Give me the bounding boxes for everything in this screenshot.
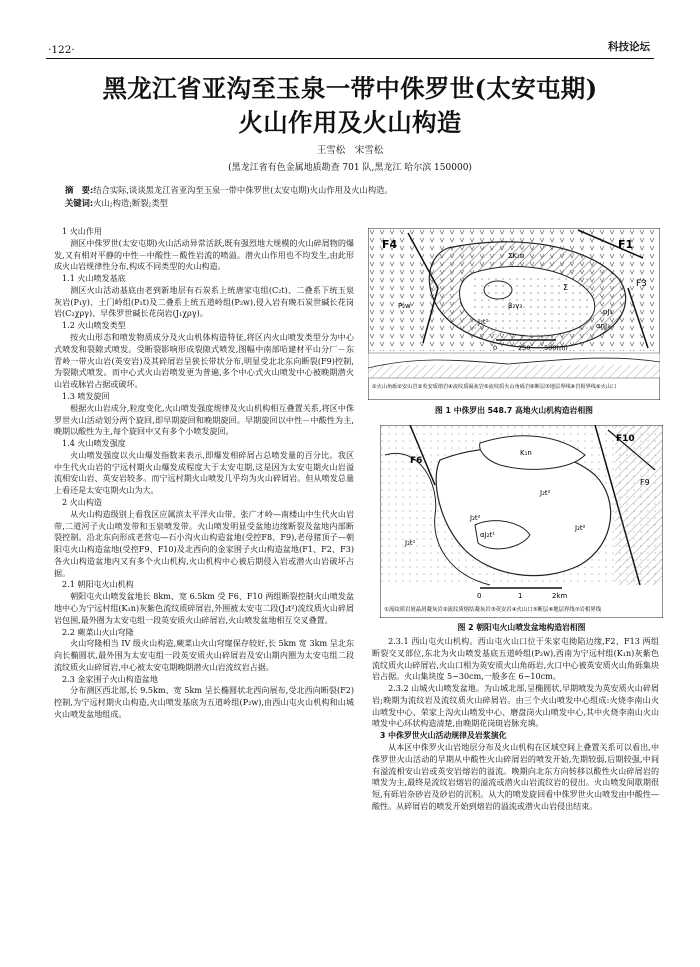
authors: 王雪松 宋雪松 xyxy=(316,145,384,156)
affiliation: (黑龙江省有色金属地质勘查 701 队,黑龙江 哈尔滨 150000) xyxy=(228,163,472,173)
fig2-label: J₂t² xyxy=(540,489,551,497)
abstract xyxy=(65,184,645,197)
fig1-label: F1 xyxy=(618,238,634,251)
fig2-east-unit xyxy=(615,425,662,585)
fig2-label: J₂t² xyxy=(470,514,481,522)
fig1-label: αηJ₃ xyxy=(596,322,610,330)
fig1-scale-tick: 0 xyxy=(493,344,498,352)
fig1-label: J₂t¹ xyxy=(478,318,489,326)
paragraph: 测区中侏罗世(太安屯期)火山活动异常活跃,既有强烈地大规模的火山碎屑物的爆发,又有相对平静的中性－中酸性－酸性岩流的喷溢。潜火山作用也不均发生,由此形成火山岩规律性分布,构成不同类型的火山构造。 xyxy=(54,238,354,272)
fig1-label: P₂w xyxy=(398,302,411,310)
article-title xyxy=(40,72,660,140)
section-heading: 1.2 火山喷发类型 xyxy=(62,321,126,331)
fig2-legend: ①流纹质岩屑晶屑凝灰岩②流纹质熔结凝灰岩③英安岩④火山口⑤断层⑥地层界线⑦岩相界线 xyxy=(384,607,602,613)
figure-1-caption: 图 1 中侏罗出 548.7 高地火山机构造岩相图 xyxy=(435,406,593,415)
fig2-label: K₁n xyxy=(520,449,532,457)
fig2-label: F10 xyxy=(616,434,635,444)
abstract-text: 结合实际,谈谈黑龙江省亚沟至玉泉一带中侏罗世(太安屯期)火山作用及火山构造。 xyxy=(93,185,393,195)
fig2-label: αJ₂t¹ xyxy=(480,531,496,539)
figure-2-caption: 图 2 朝阳屯火山喷发盆地构造岩相图 xyxy=(457,623,586,632)
abstract-block xyxy=(65,184,645,210)
fig2-label: J₂t² xyxy=(575,524,586,532)
journal-name: 科技论坛 xyxy=(608,41,650,53)
paragraph: 从火山构造级别上看我区应属滨太平洋火山带、张广才岭—南楼山中生代火山岩带,二道河子火山喷发带和玉泉喷发带。火山喷发明显受盆地边缘断裂及盆地内部断裂控制。沿北东向形成老营屯—石小沟火山构造盆地(受控F8、F9),老母猪顶子—朝阳屯火山构造盆地(受控F9、F10)及北西向的金家围子火山构造盆地(F1、F2、F3)各火山构造盆地内又有多个火山机构,火山机构中心被后期侵入岩或潜火山岩破坏占据。 xyxy=(54,509,354,578)
section-heading: 1.1 火山喷发基底 xyxy=(62,274,126,284)
paragraph: 根据火山岩成分,粒度变化,火山喷发强度规律及火山机构相互叠置关系,将区中侏罗世火山活动划分两个旋回,即早期旋回和晚期旋回。早期旋回以中性－中酸性为主,晚期以酸性为主,每个旋回中又有多个小喷发旋回。 xyxy=(54,403,354,437)
section-heading: 2.1 朝阳屯火山机构 xyxy=(62,580,134,590)
figure-2-map xyxy=(380,425,663,618)
paragraph: 火山喷发强度以火山爆发指数来表示,即爆发相碎屑占总喷发量的百分比。我区中生代火山岩的宁远村期火山爆发成程度大于太安屯期,这是因为太安屯期火山岩溢流相安山岩、英安岩较多。而宁远村期火山喷发几乎均为火山碎屑岩。但从喷发总量上看还是太安屯期火山为大。 xyxy=(54,450,354,496)
fig2-label: J₂t¹ xyxy=(405,539,416,547)
section-heading: 3 中侏罗世火山活动规律及岩浆演化 xyxy=(379,731,507,741)
section-heading: 1 火山作用 xyxy=(62,227,102,236)
paragraph: 测区火山活动基底由老到新地层有石炭系上统唐家屯组(C₂t)、二叠系下统玉泉灰岩(P₁y)、土门岭组(P₁t)及二叠系上统五道岭组(P₂w),侵入岩有晚石炭世碱长花岗岩(C₂χργ)、早侏罗世碱长花岗岩(J₁χργ)。 xyxy=(54,285,354,319)
title-line-1: 黑龙江省亚沟至玉泉一带中侏罗世(太安屯期) xyxy=(102,74,598,103)
paragraph: 2.3.2 山城火山喷发盆地。为山城北部,呈椭圆状,早期喷发为英安质火山碎屑岩;晚期为流纹岩及流纹质火山碎屑岩。由三个火山喷发中心组成:火烧李南山火山喷发中心、荣家上沟火山喷发中心、磨盘岗火山喷发中心,其中火烧李南山火山喷发中心环状构造清楚,由晚期花岗斑岩脉充填。 xyxy=(372,684,659,729)
section-heading: 2 火山构造 xyxy=(62,497,102,507)
fig1-scale-tick: 250 xyxy=(518,344,531,352)
paragraph: 分布测区西北部,长 9.5km、宽 5km 呈长椭圆状北西向展布,受北西向断裂(F2)控制,为宁远村期火山构造,火山喷发基底为五道岭组(P₂w),由西山屯火山机构和山城火山喷发盆地组成。 xyxy=(54,686,354,720)
section-heading: 1.3 喷发旋回 xyxy=(62,391,110,401)
abstract-label: 摘 要: xyxy=(65,185,94,195)
fig2-scale-tick: 1 xyxy=(518,592,523,600)
paragraph: 从本区中侏罗火山岩地层分布及火山机构在区域空间上叠置关系可以看出,中侏罗世火山活动的早期从中酸性火山碎屑岩的喷发开始,先期较弱,后期较强,中间有溢流相安山岩或英安岩熔岩的溢流。晚期向北东方向转移以酸性火山碎屑岩的喷发为主,最终是流纹岩熔岩的溢流或潜火山岩流纹岩的侵出。火山喷发间歇期很短,有砾岩杂砂岩及砂岩的沉积。从大的喷发旋回看中侏罗世火山喷发由中酸性—酸性。从碎屑岩的喷发开始到熔岩的溢流或潜火山岩侵出结束。 xyxy=(372,743,659,811)
fig2-label: F9 xyxy=(640,478,650,487)
paragraph: 火山穹隆相当 IV 级火山构造,蕨菜山火山穹窿保存较好,长 5km 宽 3km 呈北东向长椭圆状,最外围为太安屯组一段英安质火山碎屑岩及安山期内圈为太安屯组二段流纹质火山碎屑岩,中心被太安屯期晚期潜火山岩流纹岩占据。 xyxy=(54,639,354,672)
page-number: ·122· xyxy=(48,44,75,56)
title-line-2: 火山作用及火山构造 xyxy=(238,108,462,137)
fig2-scale-tick: 0 xyxy=(477,592,482,600)
fig1-legend: ①火山角砾②安山岩③英安质熔岩④流纹质凝灰岩⑤流纹质火山角砾岩⑥断层⑦地层界线⑧岩相界线⑨火山口 xyxy=(372,384,617,390)
paragraph: 朝阳屯火山喷发盆地长 8km、宽 6.5km 受 F6、F10 两组断裂控制火山喷发盆地中心为宁远村组(K₁n)灰紫色流纹质碎屑岩,外围被太安屯二段(J₂t²)流纹质火山碎屑岩包围,最外圈为太安屯组一段英安质火山碎屑岩,火山喷发盆地相互交叉叠置。 xyxy=(54,592,354,625)
section-heading: 2.2 蕨菜山火山穹隆 xyxy=(62,627,134,637)
fig1-label: ρJ₃ xyxy=(603,308,613,316)
fig1-label: ΣK₁n xyxy=(508,252,525,260)
fig1-label: F4 xyxy=(382,238,398,251)
fig1-scale-tick: 500(m) xyxy=(544,344,568,352)
figure-1-map xyxy=(368,228,660,400)
header-rule xyxy=(46,58,654,59)
keywords-label: 关键词: xyxy=(65,198,94,208)
section-heading: 2.3 金家围子火山构造盆地 xyxy=(62,674,158,684)
keywords-text: 火山;构造;断裂;类型 xyxy=(93,198,168,208)
fig1-label: β₂γ₃ xyxy=(508,302,523,310)
fig1-label: Σ xyxy=(563,283,569,292)
fig2-label: F6 xyxy=(410,456,423,466)
fig2-scale-tick: 2km xyxy=(552,592,568,600)
fig1-section-fill xyxy=(368,365,660,378)
paragraph: 按火山形态和喷发物质成分及火山机体构造特征,将区内火山喷发类型分为中心式喷发和裂隙式喷发。受断裂影响形成裂隙式喷发,图幅中南部哈建材平山分厂－东青岭一带火山岩(英安岩)及其碎屑岩呈狭长带状分布,明显受北北东向断裂(F9)控制,为裂隙式喷发。而中心式火山岩喷发更为普遍,多个中心式火山喷发中心被晚期潜火山岩或脉岩占据或破坏。 xyxy=(54,333,354,390)
fig1-label: F3 xyxy=(636,279,647,289)
right-column xyxy=(372,636,659,813)
paragraph: 2.3.1 西山屯火山机构。西山屯火山口位于朱家屯拗陷边缘,F2、F13 两组断裂交叉部位,东北为火山喷发基底五道岭组(P₂w),西南为宁远村组(K₁n)灰紫色流纹质火山碎屑岩,火山口相为英安质火山角砾岩,火口中心被英安质火山角砾集块岩占据。火山集块度 5~30cm,一般多在 6~10cm。 xyxy=(372,637,659,682)
section-heading: 1.4 火山喷发强度 xyxy=(62,439,126,449)
left-column xyxy=(54,226,354,721)
keywords xyxy=(65,197,645,210)
